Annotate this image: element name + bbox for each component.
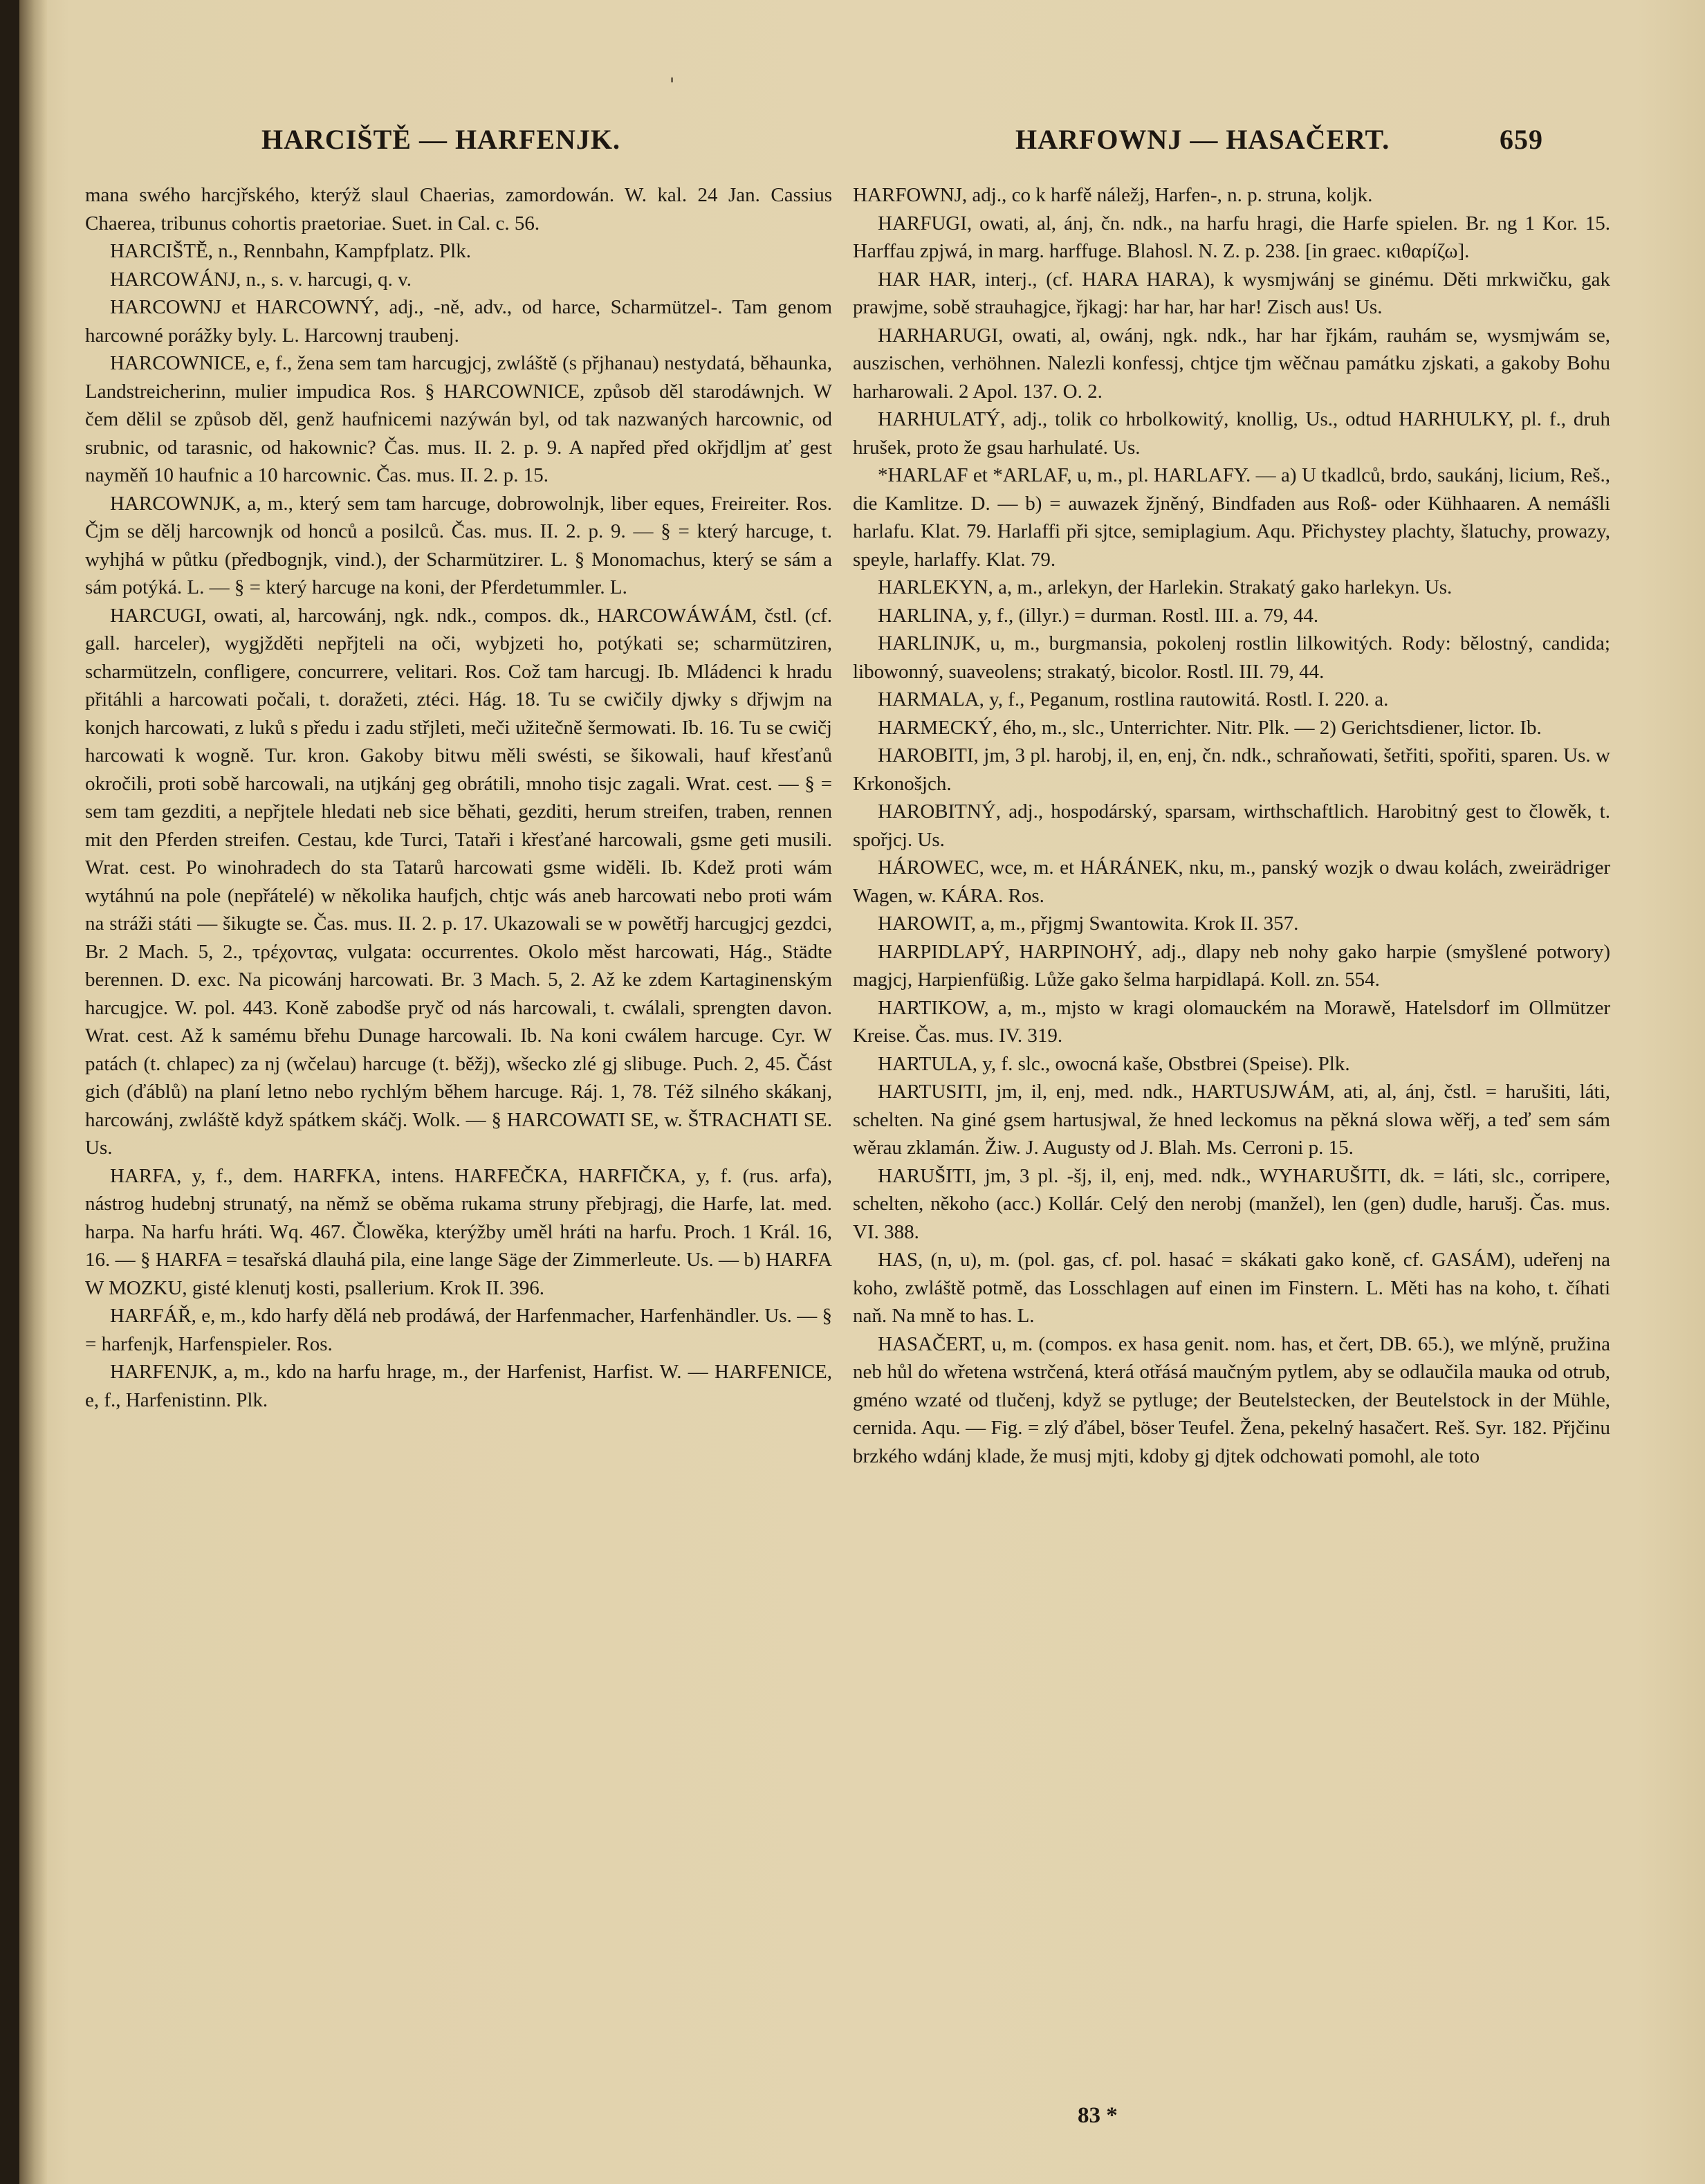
signature-mark: 83 * — [1078, 2103, 1118, 2128]
dictionary-entry: HARHARUGI, owati, al, owánj, ngk. ndk., har har řjkám, rauhám se, wysmjwám se, auszischen, verhöhnen. Nalezli konfessj, chtjce tjm wěčnau památku zjskati, a gakoby Bohu harharowali. 2 Apol. 137. O. 2. — [853, 324, 1610, 403]
dictionary-entry: HAROWIT, a, m., přjgmj Swantowita. Krok II. 357. — [878, 912, 1299, 935]
running-header-right: HARFOWNJ — HASAČERT. — [1015, 124, 1390, 155]
right-column — [853, 181, 1610, 2101]
dictionary-entry: HARUŠITI, jm, 3 pl. -šj, il, enj, med. ndk., WYHARUŠITI, dk. = láti, slc., corripere, schelten, někoho (acc.) Kollár. Celý den nerobj (manžel), len (gen) dudle, harušj. Čas. mus. VI. 388. — [853, 1164, 1610, 1243]
dictionary-entry: HARCIŠTĚ, n., Rennbahn, Kampfplatz. Plk. — [110, 240, 471, 262]
dictionary-entry: HARLEKYN, a, m., arlekyn, der Harlekin. Strakatý gako harlekyn. Us. — [878, 576, 1453, 598]
dictionary-entry: HARFÁŘ, e, m., kdo harfy dělá neb prodáwá, der Harfenmacher, Harfenhändler. Us. — § = harfenjk, Harfenspieler. Ros. — [85, 1305, 832, 1355]
dictionary-entry: HAROBITI, jm, 3 pl. harobj, il, en, enj, čn. ndk., schraňowati, šetřiti, spořiti, sparen. Us. w Krkonošjch. — [853, 744, 1610, 795]
dictionary-entry: HAR HAR, interj., (cf. HARA HARA), k wysmjwánj se ginému. Děti mrkwičku, gak prawjme, sobě strauhagjce, řjkagj: har har, har har! Zisch aus! Us. — [853, 268, 1610, 318]
dictionary-entry: HARMECKÝ, ého, m., slc., Unterrichter. Nitr. Plk. — 2) Gerichtsdiener, lictor. Ib. — [878, 716, 1542, 739]
dictionary-page — [19, 0, 1705, 2184]
running-header-left: HARCIŠTĚ — HARFENJK. — [261, 124, 620, 155]
dictionary-entry: HARCOWNJK, a, m., který sem tam harcuge, dobrowolnjk, liber eques, Freireiter. Ros. Čjm se dělj harcownjk od honců a posilců. Čas. mus. II. 2. p. 9. — § = který harcuge, t. wyhjhá w půtku (předbognjk, vind.), der Scharmützirer. L. § Monomachus, který se sám a sám potýká. L. — § = který harcuge na koni, der Pferdetummler. L. — [85, 492, 832, 598]
dictionary-entry: HÁROWEC, wce, m. et HÁRÁNEK, nku, m., panský wozjk o dwau kolách, zweirädriger Wagen, w. KÁRA. Ros. — [853, 856, 1610, 907]
book-gutter — [19, 0, 47, 2184]
dictionary-entry: HARFA, y, f., dem. HARFKA, intens. HARFEČKA, HARFIČKA, y, f. (rus. arfa), nástrog hudebnj strunatý, na němž se oběma rukama struny přebjragj, die Harfe, lat. med. harpa. Na harfu hráti. Wq. 467. Člowěka, kterýžby uměl hráti na harfu. Proch. 1 Král. 16, 16. — § HARFA = tesařská dlauhá pila, eine lange Säge der Zimmerleute. Us. — b) HARFA W MOZKU, gisté klenutj kosti, psallerium. Krok II. 396. — [85, 1164, 832, 1299]
dictionary-entry: HAS, (n, u), m. (pol. gas, cf. pol. hasać = skákati gako koně, cf. GASÁM), udeřenj na koho, zwláště potmě, das Losschlagen auf einen im Finstern. L. Měti has na koho, t. číhati naň. Na mně to has. L. — [853, 1249, 1610, 1327]
dictionary-entry: HARTULA, y, f. slc., owocná kaše, Obstbrei (Speise). Plk. — [878, 1052, 1350, 1075]
ink-mark: ' — [670, 75, 675, 95]
dictionary-entry: *HARLAF et *ARLAF, u, m., pl. HARLAFY. — a) U tkadlců, brdo, saukánj, licium, Reš., die Kamlitze. D. — b) = auwazek žjněný, Bindfaden aus Roß- oder Kühhaaren. A nemášli harlafu. Klat. 79. Harlaffi při sjtce, semiplagium. Aqu. Přichystey plachty, šlatuchy, prowazy, speyle, harlaffy. Klat. 79. — [853, 464, 1610, 571]
dictionary-entry: mana swého harcjřského, kterýž slaul Chaerias, zamordowán. W. kal. 24 Jan. Cassius Chaerea, tribunus cohortis praetoriae. Suet. in Cal. c. 56. — [85, 184, 832, 235]
dictionary-entry: HARCOWNICE, e, f., žena sem tam harcugjcj, zwláště (s přjhanau) nestydatá, běhaunka, Landstreicherinn, mulier impudica Ros. § HARCOWNICE, způsob děl starodáwnjch. W čem dělil se způsob děl, genž haufnicemi nazýwán byl, od tak nazwaných harcownic, od srubnic, od tarasnic, od hakownic? Čas. mus. II. 2. p. 9. A napřed před okřjdljm ať gest nayměň 10 haufnic a 10 harcownic. Čas. mus. II. 2. p. 15. — [85, 352, 832, 486]
dictionary-entry: HAROBITNÝ, adj., hospodárský, sparsam, wirthschaftlich. Harobitný gest to člowěk, t. spořjcj. Us. — [853, 800, 1610, 851]
dictionary-entry: HARLINA, y, f., (illyr.) = durman. Rostl. III. a. 79, 44. — [878, 604, 1319, 627]
left-column — [85, 181, 832, 2101]
dictionary-entry: HARMALA, y, f., Peganum, rostlina rautowitá. Rostl. I. 220. a. — [878, 688, 1389, 710]
dictionary-entry: HARLINJK, u, m., burgmansia, pokolenj rostlin lilkowitých. Rody: bělostný, candida; libowonný, suaveolens; strakatý, bicolor. Rostl. III. 79, 44. — [853, 632, 1610, 683]
dictionary-entry: HARTIKOW, a, m., mjsto w kragi olomauckém na Morawě, Hatelsdorf im Ollmützer Kreise. Čas. mus. IV. 319. — [853, 996, 1610, 1047]
dictionary-entry: HARCOWÁNJ, n., s. v. harcugi, q. v. — [110, 268, 412, 291]
dictionary-entry: HARCUGI, owati, al, harcowánj, ngk. ndk., compos. dk., HARCOWÁWÁM, čstl. (cf. gall. harceler), wygjžděti nepřjteli na oči, wybjzeti ho, potýkati se; scharmütziren, scharmützeln, confligere, concurrere, velitari. Ros. Což tam harcugj. Ib. Mládenci k hradu přitáhli a harcowati počali, t. doražeti, ztéci. Hág. 18. Tu se cwičily djwky s dřjwjm na konjch harcowati, z luků s předu i zadu střjleti, meči užitečně šermowati. Ib. 16. Tu se cwičj harcowati k wogně. Tur. kron. Gakoby bitwu měli swésti, se šikowali, hauf křesťanů okročili, proti sobě harcowali, na utjkánj geg obrátili, mnoho tisjc zagali. Wrat. cest. — § = sem tam gezditi, a nepřjtele hledati neb sice běhati, gezditi, herum streifen, traben, rennen mit den Pferden streifen. Cestau, kde Turci, Tataři i křesťané harcowali, gsme geti musili. Wrat. cest. Po winohradech do sta Tatarů harcowati gsme widěli. Ib. Kdež proti wám wytáhnú na pole (nepřátelé) w několika haufjch, chtjc wás aneb harcowati nebo proti wám na stráži státi — šikugte se. Čas. mus. II. 2. p. 17. Ukazowali se w powětřj harcugjcj gezdci, Br. 2 Mach. 5, 2., τρέχοντας, vulgata: occurrentes. Okolo měst harcowati, Hág., Städte berennen. D. exc. Na picowánj harcowati. Br. 3 Mach. 5, 2. Až ke zdem Kartaginenským harcugjce. W. pol. 443. Koně zabodše pryč od nás harcowali, t. cwálali, sprengten davon. Wrat. cest. Až k samému břehu Dunage harcowali. Ib. Na koni cwálem harcuge. Cyr. W patách (t. chlapec) za nj (wčelau) harcuge (t. běžj), wšecko zlé gj slibuge. Puch. 2, 45. Část gich (ďáblů) na planí letno nebo rychlým během harcuge. Ráj. 1, 78. Též silného skákanj, harcowánj, zwláště když spátkem skáčj. Wolk. — § HARCOWATI SE, w. ŠTRACHATI SE. Us. — [85, 604, 832, 1159]
dictionary-entry: HARFOWNJ, adj., co k harfě náležj, Harfen-, n. p. struna, koljk. — [853, 184, 1373, 206]
dictionary-entry: HARPIDLAPÝ, HARPINOHÝ, adj., dlapy neb nohy gako harpie (smyšlené potwory) magjcj, Harpienfüßig. Lůže gako šelma harpidlapá. Koll. zn. 554. — [853, 940, 1610, 991]
dictionary-entry: HARCOWNJ et HARCOWNÝ, adj., -ně, adv., od harce, Scharmützel-. Tam genom harcowné porážky byly. L. Harcownj traubenj. — [85, 296, 832, 347]
dictionary-entry: HARTUSITI, jm, il, enj, med. ndk., HARTUSJWÁM, ati, al, ánj, čstl. = harušiti, láti, schelten. Na giné gsem hartusjwal, že hned leckomus na pěkná slowa wěřj, a teď sem sám wěrau zklamán. Žiw. J. Augusty od J. Blah. Ms. Cerroni p. 15. — [853, 1081, 1610, 1159]
dictionary-entry: HASAČERT, u, m. (compos. ex hasa genit. nom. has, et čert, DB. 65.), we mlýně, pružina neb hůl do wřetena wstrčená, která otřásá maučným pytlem, aby se odlaučila mauka od otrub, gméno wzaté od tlučenj, když se pytluge; der Beutelstecken, der Beutelstock in der Mühle, cernida. Aqu. — Fig. = zlý ďábel, böser Teufel. Žena, pekelný hasačert. Reš. Syr. 182. Přjčinu brzkého wdánj klade, že musj mjti, kdoby gj djtek odchowati pomohl, ale toto — [853, 1332, 1610, 1467]
dictionary-entry: HARHULATÝ, adj., tolik co hrbolkowitý, knollig, Us., odtud HARHULKY, pl. f., druh hrušek, proto že gsau harhulaté. Us. — [853, 408, 1610, 459]
page-number: 659 — [1500, 124, 1543, 155]
dictionary-entry: HARFUGI, owati, al, ánj, čn. ndk., na harfu hragi, die Harfe spielen. Br. ng 1 Kor. 15. Harffau zpjwá, in marg. harffuge. Blahosl. N. Z. p. 238. [in graec. κιθαρίζω]. — [853, 212, 1610, 262]
dictionary-entry: HARFENJK, a, m., kdo na harfu hrage, m., der Harfenist, Harfist. W. — HARFENICE, e, f., Harfenistinn. Plk. — [85, 1361, 832, 1411]
